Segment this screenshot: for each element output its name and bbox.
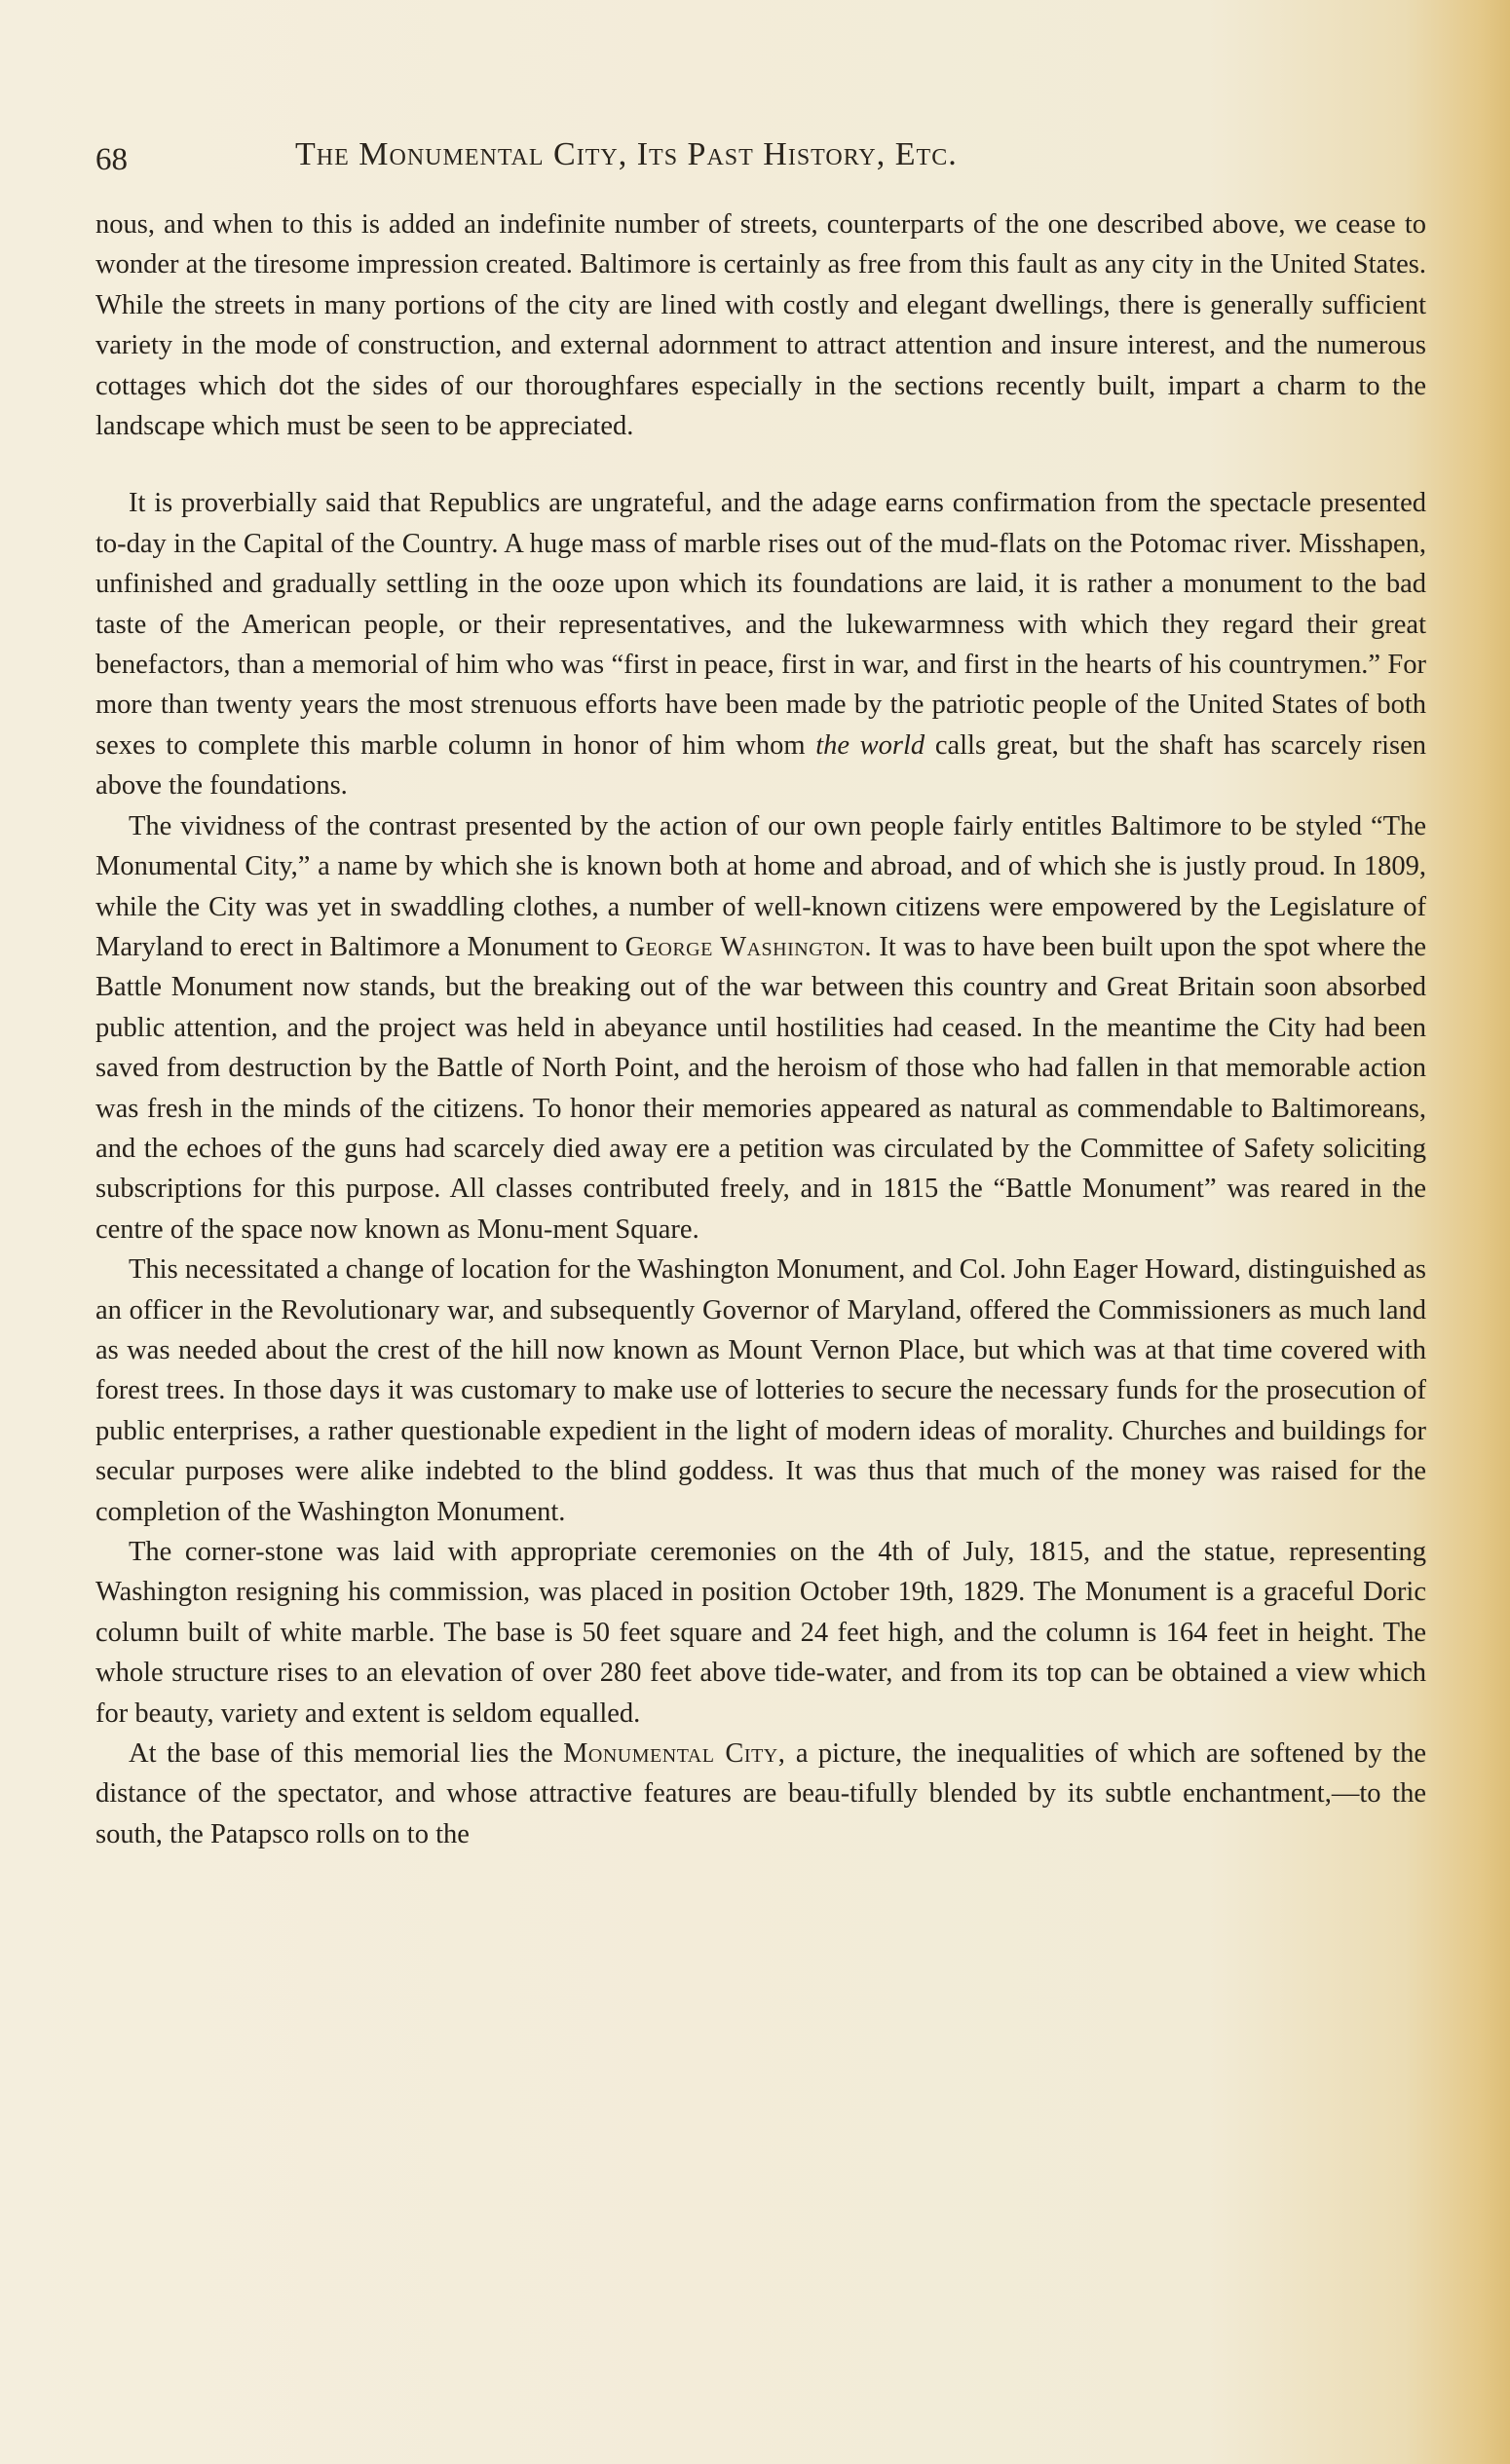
paragraph-4 — [95, 1250, 1426, 1532]
paragraph-6-smallcaps-name: Monumental City, — [563, 1738, 786, 1770]
paragraph-6-text-before: At the base of this memorial lies the — [129, 1738, 564, 1770]
paragraph-2-text-after: calls great, but the shaft has scarcely risen above the foundations. — [95, 729, 1426, 802]
body-text — [95, 205, 1426, 1854]
paragraph-5 — [95, 1532, 1426, 1734]
paragraph-1 — [95, 205, 1426, 446]
running-head — [95, 136, 1230, 185]
paragraph-2-text-before: It is proverbially said that Republics are ungrateful, and the adage earns confirmation from the spectacle presented to-day in the Capital of the Country. A huge mass of marble rises out of the mud-flats on the Potomac river. Misshapen, unfinished and gradually settling in the ooze upon which its foundations are laid, it is rather a monument to the bad taste of the American people, or their representatives, and the lukewarmness with which they regard their great benefactors, than a memorial of him who was “first in peace, first in war, and first in the hearts of his countrymen.” For more than twenty years the most strenuous efforts have been made by the patriotic people of the United States of both sexes to complete this marble column in honor of him whom — [95, 488, 1426, 761]
paragraph-3-text-before: The vividness of the contrast presented by the action of our own people fairly entitles Baltimore to be styled “The Monumental City,” a name by which she is known both at home and abroad, and of which she is justly proud. In 1809, while the City was yet in swaddling clothes, a number of well-known citizens were empowered by the Legislature of Maryland to erect in Baltimore a Monument to — [95, 810, 1426, 962]
page-number: 68 — [95, 142, 128, 177]
paragraph-4-text: This necessitated a change of location for the Washington Monument, and Col. John Eager Howard, distinguished as an officer in the Revolutionary war, and subsequently Governor of Maryland, offered the Commissioners as much land as was needed about the crest of the hill now known as Mount Vernon Place, but which was at that time covered with forest trees. In those days it was customary to make use of lotteries to secure the necessary funds for the prosecution of public enterprises, a rather questionable expedient in the light of modern ideas of morality. Churches and buildings for secular purposes were alike indebted to the blind goddess. It was thus that much of the money was raised for the completion of the Washington Monument. — [95, 1254, 1426, 1527]
paragraph-6-text-after: a picture, the inequalities of which are softened by the distance of the spectator, and whose attractive features are beau-tifully blended by its subtle enchantment,—to the south, the Patapsco rolls on to the — [95, 1738, 1426, 1849]
paragraph-3-text-after: It was to have been built upon the spot where the Battle Monument now stands, but the breaking out of the war between this country and Great Britain soon absorbed public attention, and the project was held in abeyance until hostilities had ceased. In the meantime the City had been saved from destruction by the Battle of North Point, and the heroism of those who had fallen in that memorable action was fresh in the minds of the citizens. To honor their memories appeared as natural as commendable to Baltimoreans, and the echoes of the guns had scarcely died away ere a petition was circulated by the Committee of Safety soliciting subscriptions for this purpose. All classes contributed freely, and in 1815 the “Battle Monument” was reared in the centre of the space now known as Monu-ment Square. — [95, 931, 1426, 1245]
paragraph-1-text: nous, and when to this is added an indefinite number of streets, counterparts of the one described above, we cease to wonder at the tiresome impression created. Baltimore is certainly as free from this fault as any city in the United States. While the streets in many portions of the city are lined with costly and elegant dwellings, there is generally sufficient variety in the mode of construction, and external adornment to attract attention and insure interest, and the numerous cottages which dot the sides of our thoroughfares especially in the sections recently built, impart a charm to the landscape which must be seen to be appreciated. — [95, 209, 1426, 442]
paragraph-5-text: The corner-stone was laid with appropriate ceremonies on the 4th of July, 1815, and the statue, representing Washington resigning his commission, was placed in position October 19th, 1829. The Monument is a graceful Doric column built of white marble. The base is 50 feet square and 24 feet high, and the column is 164 feet in height. The whole structure rises to an elevation of over 280 feet above tide-water, and from its top can be obtained a view which for beauty, variety and extent is seldom equalled. — [95, 1537, 1426, 1729]
paragraph-2 — [95, 483, 1426, 805]
paragraph-2-italic-phrase: the world — [815, 729, 925, 761]
paragraph-3 — [95, 806, 1426, 1250]
paragraph-6 — [95, 1734, 1426, 1854]
paragraph-3-smallcaps-name: George Washington. — [624, 931, 873, 962]
running-title: The Monumental City, Its Past History, Etc. — [295, 136, 958, 172]
